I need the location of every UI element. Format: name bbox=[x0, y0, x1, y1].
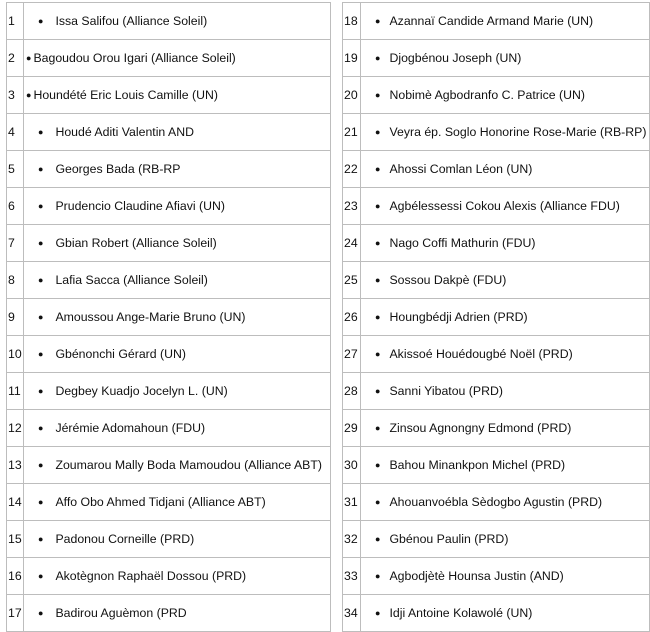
row-number: 9 bbox=[7, 299, 24, 336]
table-row bbox=[343, 595, 650, 632]
bullet-icon: ● bbox=[375, 275, 381, 285]
row-number: 22 bbox=[343, 151, 361, 188]
deputy-name: Jérémie Adomahoun (FDU) bbox=[55, 421, 206, 435]
deputy-name: Houndété Eric Louis Camille (UN) bbox=[33, 88, 218, 102]
table-row bbox=[7, 299, 331, 336]
bullet-icon: ● bbox=[375, 201, 381, 211]
deputy-entry bbox=[24, 447, 331, 484]
row-number: 33 bbox=[343, 558, 361, 595]
deputy-entry bbox=[24, 225, 331, 262]
bullet-icon: ● bbox=[375, 571, 381, 581]
row-number: 12 bbox=[7, 410, 24, 447]
deputy-name: Nago Coffi Mathurin (FDU) bbox=[389, 236, 536, 250]
deputy-entry bbox=[361, 188, 650, 225]
row-number: 32 bbox=[343, 521, 361, 558]
deputy-entry bbox=[24, 40, 331, 77]
bullet-icon: ● bbox=[38, 238, 44, 248]
deputy-name: Sanni Yibatou (PRD) bbox=[389, 384, 503, 398]
table-row bbox=[7, 3, 331, 40]
table-row bbox=[343, 336, 650, 373]
bullet-icon: ● bbox=[38, 127, 44, 137]
row-number: 8 bbox=[7, 262, 24, 299]
deputy-name: Veyra ép. Soglo Honorine Rose-Marie (RB-RP) bbox=[389, 125, 647, 139]
row-number: 16 bbox=[7, 558, 24, 595]
deputy-name: Georges Bada (RB-RP bbox=[55, 162, 181, 176]
table-row bbox=[343, 410, 650, 447]
deputy-entry bbox=[361, 3, 650, 40]
bullet-icon: ● bbox=[38, 571, 44, 581]
deputy-name: Bahou Minankpon Michel (PRD) bbox=[389, 458, 566, 472]
deputy-name: Agbélessessi Cokou Alexis (Alliance FDU) bbox=[389, 199, 620, 213]
deputy-name: Zinsou Agnongny Edmond (PRD) bbox=[389, 421, 572, 435]
bullet-icon: ● bbox=[375, 312, 381, 322]
row-number: 17 bbox=[7, 595, 24, 632]
deputy-name: Padonou Corneille (PRD) bbox=[55, 532, 195, 546]
row-number: 27 bbox=[343, 336, 361, 373]
bullet-icon: ● bbox=[38, 534, 44, 544]
deputy-entry bbox=[24, 299, 331, 336]
row-number: 31 bbox=[343, 484, 361, 521]
deputy-entry bbox=[361, 521, 650, 558]
table-row bbox=[7, 558, 331, 595]
deputy-name: Lafia Sacca (Alliance Soleil) bbox=[55, 273, 208, 287]
table-row bbox=[7, 77, 331, 114]
bullet-icon: ● bbox=[375, 16, 381, 26]
table-row bbox=[343, 447, 650, 484]
row-number: 15 bbox=[7, 521, 24, 558]
table-row bbox=[343, 299, 650, 336]
row-number: 19 bbox=[343, 40, 361, 77]
deputies-table-left bbox=[6, 2, 331, 632]
deputy-entry bbox=[361, 558, 650, 595]
table-row bbox=[7, 188, 331, 225]
table-row bbox=[343, 77, 650, 114]
table-row bbox=[7, 40, 331, 77]
table-row bbox=[343, 262, 650, 299]
deputy-name: Gbian Robert (Alliance Soleil) bbox=[55, 236, 217, 250]
row-number: 34 bbox=[343, 595, 361, 632]
deputy-name: Houngbédji Adrien (PRD) bbox=[389, 310, 528, 324]
deputy-entry bbox=[361, 40, 650, 77]
bullet-icon: ● bbox=[38, 608, 44, 618]
row-number: 24 bbox=[343, 225, 361, 262]
table-row bbox=[7, 114, 331, 151]
deputy-entry bbox=[24, 521, 331, 558]
row-number: 30 bbox=[343, 447, 361, 484]
deputy-name: Issa Salifou (Alliance Soleil) bbox=[55, 14, 208, 28]
row-number: 3 bbox=[7, 77, 24, 114]
deputy-name: Gbénonchi Gérard (UN) bbox=[55, 347, 186, 361]
deputy-entry bbox=[361, 484, 650, 521]
bullet-icon: ● bbox=[375, 127, 381, 137]
deputy-entry bbox=[361, 262, 650, 299]
deputy-name: Affo Obo Ahmed Tidjani (Alliance ABT) bbox=[55, 495, 266, 509]
row-number: 2 bbox=[7, 40, 24, 77]
deputy-entry bbox=[24, 262, 331, 299]
bullet-icon: ● bbox=[375, 460, 381, 470]
row-number: 7 bbox=[7, 225, 24, 262]
deputy-name: Prudencio Claudine Afiavi (UN) bbox=[55, 199, 225, 213]
table-row bbox=[7, 410, 331, 447]
bullet-icon: ● bbox=[375, 238, 381, 248]
deputy-name: Sossou Dakpè (FDU) bbox=[389, 273, 507, 287]
deputy-entry bbox=[361, 299, 650, 336]
bullet-icon: ● bbox=[375, 386, 381, 396]
deputy-name: Degbey Kuadjo Jocelyn L. (UN) bbox=[55, 384, 228, 398]
deputy-entry bbox=[24, 77, 331, 114]
bullet-icon: ● bbox=[375, 349, 381, 359]
row-number: 14 bbox=[7, 484, 24, 521]
deputy-entry bbox=[24, 410, 331, 447]
deputy-entry bbox=[361, 373, 650, 410]
deputy-entry bbox=[361, 447, 650, 484]
row-number: 26 bbox=[343, 299, 361, 336]
bullet-icon: ● bbox=[375, 53, 381, 63]
table-row bbox=[343, 373, 650, 410]
table-row bbox=[343, 188, 650, 225]
deputy-entry bbox=[361, 410, 650, 447]
table-row bbox=[7, 225, 331, 262]
bullet-icon: ● bbox=[375, 497, 381, 507]
deputy-name: Djogbénou Joseph (UN) bbox=[389, 51, 522, 65]
table-row bbox=[7, 373, 331, 410]
deputy-name: Azannaï Candide Armand Marie (UN) bbox=[389, 14, 594, 28]
deputy-name: Amoussou Ange-Marie Bruno (UN) bbox=[55, 310, 246, 324]
bullet-icon: ● bbox=[375, 164, 381, 174]
row-number: 21 bbox=[343, 114, 361, 151]
deputy-entry bbox=[24, 188, 331, 225]
table-row bbox=[343, 225, 650, 262]
bullet-icon: ● bbox=[38, 460, 44, 470]
row-number: 29 bbox=[343, 410, 361, 447]
table-row bbox=[7, 595, 331, 632]
table-row bbox=[343, 151, 650, 188]
deputy-entry bbox=[24, 373, 331, 410]
row-number: 1 bbox=[7, 3, 24, 40]
bullet-icon: ● bbox=[375, 423, 381, 433]
row-number: 20 bbox=[343, 77, 361, 114]
deputy-name: Agbodjètè Hounsa Justin (AND) bbox=[389, 569, 564, 583]
row-number: 5 bbox=[7, 151, 24, 188]
deputy-name: Gbénou Paulin (PRD) bbox=[389, 532, 509, 546]
deputy-entry bbox=[24, 336, 331, 373]
deputy-entry bbox=[24, 114, 331, 151]
row-number: 6 bbox=[7, 188, 24, 225]
deputy-name: Nobimè Agbodranfo C. Patrice (UN) bbox=[389, 88, 585, 102]
deputy-entry bbox=[361, 77, 650, 114]
row-number: 10 bbox=[7, 336, 24, 373]
deputy-entry bbox=[24, 151, 331, 188]
row-number: 11 bbox=[7, 373, 24, 410]
deputy-name: Ahossi Comlan Léon (UN) bbox=[389, 162, 533, 176]
table-row bbox=[343, 114, 650, 151]
table-row bbox=[343, 484, 650, 521]
deputy-entry bbox=[361, 595, 650, 632]
row-number: 18 bbox=[343, 3, 361, 40]
deputy-entry bbox=[361, 336, 650, 373]
row-number: 23 bbox=[343, 188, 361, 225]
bullet-icon: ● bbox=[38, 16, 44, 26]
deputy-entry bbox=[361, 151, 650, 188]
bullet-icon: ● bbox=[38, 386, 44, 396]
deputy-name: Houdé Aditi Valentin AND bbox=[55, 125, 194, 139]
bullet-icon: ● bbox=[38, 275, 44, 285]
deputy-entry bbox=[24, 595, 331, 632]
row-number: 28 bbox=[343, 373, 361, 410]
table-row bbox=[7, 262, 331, 299]
table-row bbox=[343, 40, 650, 77]
bullet-icon: ● bbox=[38, 164, 44, 174]
bullet-icon: ● bbox=[375, 90, 381, 100]
bullet-icon: ● bbox=[38, 201, 44, 211]
bullet-icon: ● bbox=[38, 312, 44, 322]
bullet-icon: ● bbox=[38, 423, 44, 433]
bullet-icon: ● bbox=[38, 349, 44, 359]
deputies-table-right bbox=[342, 2, 650, 632]
deputy-name: Badirou Aguèmon (PRD bbox=[55, 606, 187, 620]
deputy-name: Ahouanvoébla Sèdogbo Agustin (PRD) bbox=[389, 495, 603, 509]
table-row bbox=[7, 447, 331, 484]
table-row bbox=[7, 521, 331, 558]
deputy-name: Zoumarou Mally Boda Mamoudou (Alliance ABT) bbox=[55, 458, 322, 472]
table-row bbox=[343, 521, 650, 558]
deputy-name: Akissoé Houédougbé Noël (PRD) bbox=[389, 347, 573, 361]
bullet-icon: ● bbox=[38, 497, 44, 507]
deputy-entry bbox=[361, 225, 650, 262]
deputy-name: Bagoudou Orou Igari (Alliance Soleil) bbox=[33, 51, 236, 65]
bullet-icon: ● bbox=[375, 608, 381, 618]
row-number: 13 bbox=[7, 447, 24, 484]
bullet-icon: ● bbox=[26, 53, 32, 63]
table-row bbox=[343, 3, 650, 40]
table-row bbox=[7, 484, 331, 521]
bullet-icon: ● bbox=[375, 534, 381, 544]
deputy-entry bbox=[361, 114, 650, 151]
table-row bbox=[7, 151, 331, 188]
bullet-icon: ● bbox=[26, 90, 32, 100]
deputy-name: Idji Antoine Kolawolé (UN) bbox=[389, 606, 533, 620]
row-number: 25 bbox=[343, 262, 361, 299]
deputy-entry bbox=[24, 3, 331, 40]
row-number: 4 bbox=[7, 114, 24, 151]
table-row bbox=[343, 558, 650, 595]
table-row bbox=[7, 336, 331, 373]
deputy-name: Akotègnon Raphaël Dossou (PRD) bbox=[55, 569, 247, 583]
deputy-entry bbox=[24, 558, 331, 595]
deputy-entry bbox=[24, 484, 331, 521]
